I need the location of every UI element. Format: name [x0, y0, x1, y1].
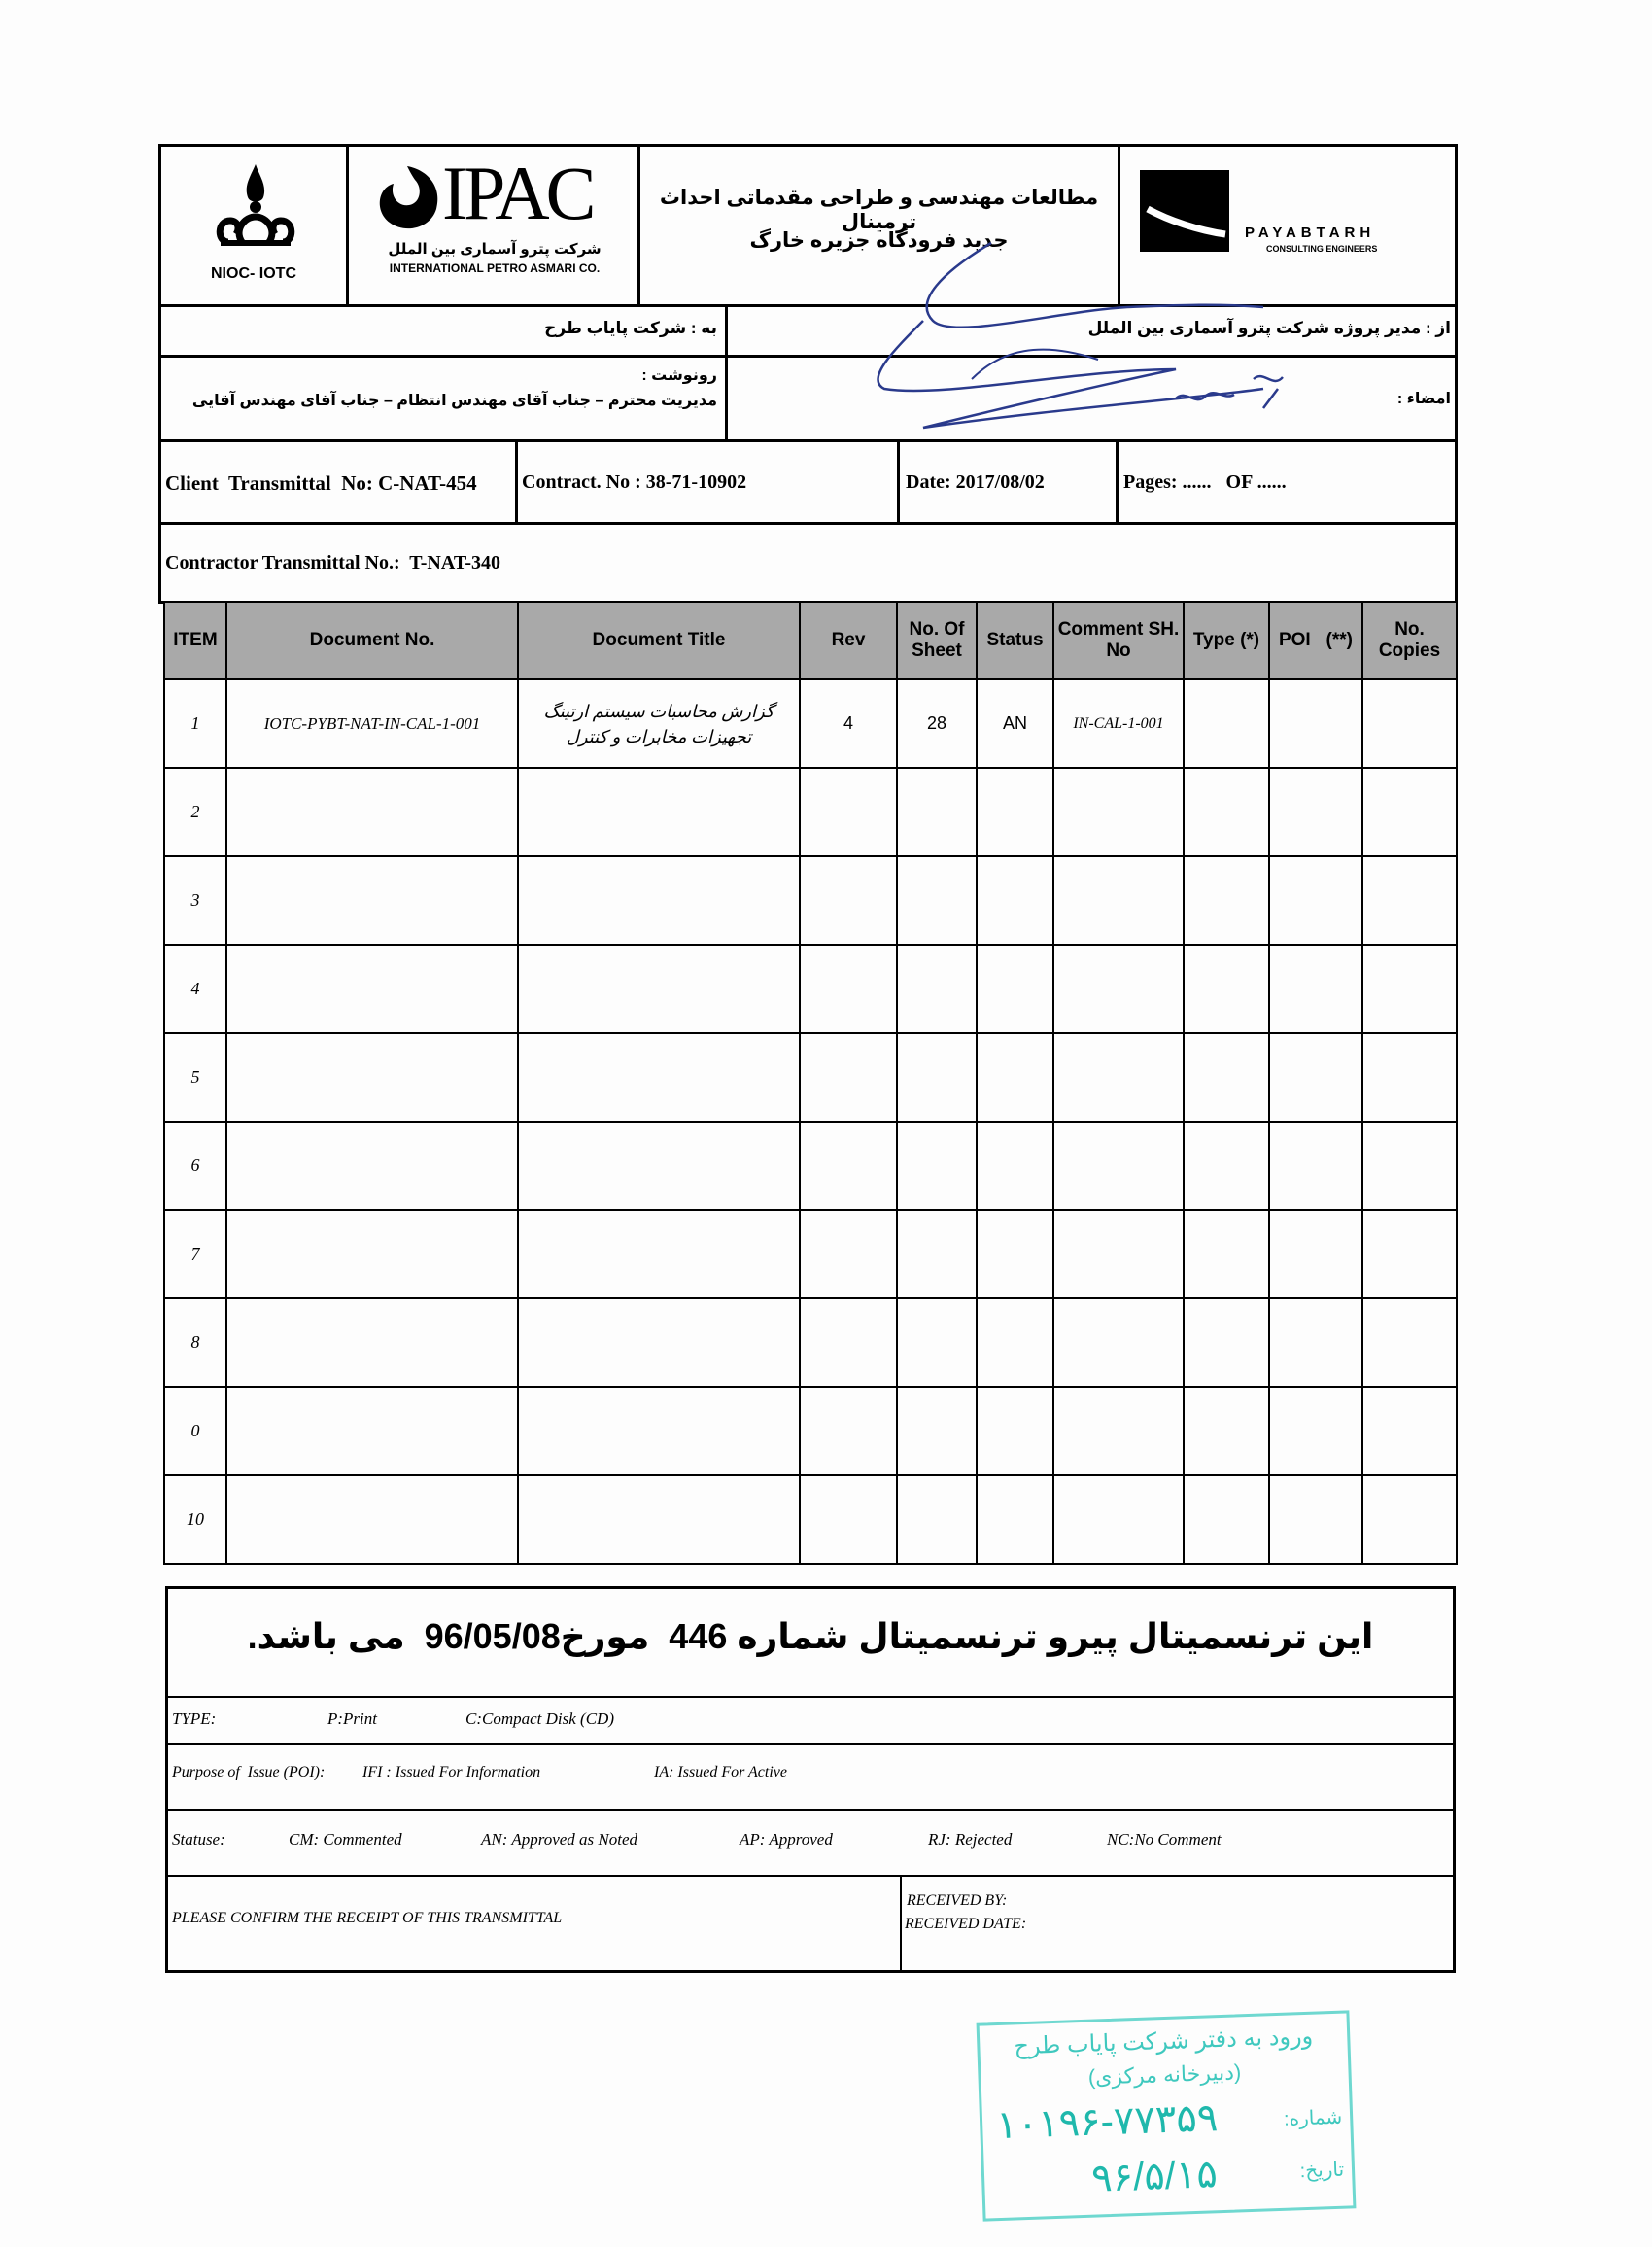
nioc-label: NIOC- IOTC: [211, 265, 296, 282]
poi-ia: IA: Issued For Active: [654, 1764, 787, 1780]
table-row: [164, 679, 1457, 768]
poi-label: Purpose of Issue (POI):: [172, 1764, 326, 1780]
table-row: [164, 1122, 1457, 1210]
stamp-number-label: شماره:: [1283, 2106, 1343, 2130]
row-document-title-line1: گزارش محاسبات سیستم ارتینگ: [543, 701, 774, 721]
col-header-no-of-sheet: No. Of Sheet: [897, 602, 977, 679]
row-rev: 4: [800, 679, 897, 768]
row-item: 1: [164, 679, 226, 768]
from-sender: از : مدیر پروژه شرکت پترو آسماری بین الملل: [1087, 319, 1451, 337]
contract-no: Contract. No : 38-71-10902: [522, 471, 747, 493]
table-row: [164, 856, 1457, 945]
row-copies: [1362, 679, 1457, 768]
row-item: 3: [164, 856, 226, 945]
handwritten-signature: [807, 233, 1409, 467]
col-header-type: Type (*): [1184, 602, 1269, 679]
ipac-drop-logo-icon: [370, 160, 444, 234]
contractor-transmittal-no: Contractor Transmittal No.: T-NAT-340: [165, 552, 500, 573]
received-date: RECEIVED DATE:: [905, 1916, 1027, 1932]
nioc-cell: [161, 147, 349, 304]
transmittal-meta-row: [158, 439, 1458, 525]
row-item: 10: [164, 1475, 226, 1564]
receipt-stamp: [977, 2010, 1357, 2221]
status-label: Statuse:: [172, 1830, 225, 1849]
col-header-document-no: Document No.: [226, 602, 518, 679]
row-item: 8: [164, 1298, 226, 1387]
table-row: [164, 945, 1457, 1033]
row-status: AN: [977, 679, 1053, 768]
status-commented: CM: Commented: [289, 1830, 402, 1849]
cc-recipients: مدیریت محترم – جناب آقای مهندس انتظام – جناب آقای مهندس آقایی: [191, 393, 717, 409]
project-title-line1: مطالعات مهندسی و طراحی مقدماتی احداث ترمینال: [659, 187, 1099, 233]
row-item: 7: [164, 1210, 226, 1298]
stamp-date-label: تاریخ:: [1299, 2159, 1345, 2183]
stamp-date: ۹۶/۵/۱۵: [1090, 2153, 1219, 2200]
table-header-row: [164, 602, 1457, 679]
payabtarh-subtitle: CONSULTING ENGINEERS: [1266, 244, 1378, 254]
row-comment-sh-no: IN-CAL-1-001: [1053, 679, 1184, 768]
stamp-number: ۱۰۱۹۶-۷۷۳۵۹: [995, 2096, 1220, 2148]
client-transmittal-cell: [161, 442, 518, 522]
stamp-department: (دبیرخانه مرکزی): [1087, 2059, 1242, 2090]
cc-cell: [161, 358, 728, 439]
ipac-logo-text: IPAC: [442, 151, 593, 235]
signature-label: امضاء :: [1396, 391, 1451, 407]
status-rejected: RJ: Rejected: [928, 1830, 1013, 1849]
cc-label: رونوشت :: [641, 367, 717, 384]
col-header-status: Status: [977, 602, 1053, 679]
document-table: [163, 601, 1458, 1565]
client-transmittal-no: Client Transmittal No: C-NAT-454: [165, 471, 477, 495]
ipac-english-name: INTERNATIONAL PETRO ASMARI CO.: [389, 261, 601, 275]
col-header-no-copies: No. Copies: [1362, 602, 1457, 679]
row-item: 6: [164, 1122, 226, 1210]
project-title-line2: جدید فرودگاه جزیره خارگ: [749, 229, 1009, 252]
col-header-comment-sh-no: Comment SH. No: [1053, 602, 1184, 679]
table-row: [164, 1033, 1457, 1122]
row-sheets: 28: [897, 679, 977, 768]
transmittal-date: Date: 2017/08/02: [906, 471, 1045, 493]
table-row: [164, 1387, 1457, 1475]
table-row: [164, 1210, 1457, 1298]
row-type: [1184, 679, 1269, 768]
col-header-poi: POI (**): [1269, 602, 1362, 679]
row-document-title: [518, 679, 800, 768]
status-approved: AP: Approved: [740, 1830, 833, 1849]
row-document-no: IOTC-PYBT-NAT-IN-CAL-1-001: [226, 679, 518, 768]
pages-count: Pages: ...... OF ......: [1123, 471, 1287, 493]
confirm-receipt-note: PLEASE CONFIRM THE RECEIPT OF THIS TRANSMITTAL: [172, 1910, 563, 1926]
col-header-rev: Rev: [800, 602, 897, 679]
status-approved-as-noted: AN: Approved as Noted: [481, 1830, 638, 1849]
ipac-cell: [349, 147, 640, 304]
ipac-persian-name: شرکت پترو آسماری بین الملل: [388, 241, 602, 258]
poi-ifi: IFI : Issued For Information: [362, 1764, 541, 1780]
reference-notice: این ترنسمیتال پیرو ترنسمیتال شماره 446 مورخ96/05/08 می باشد.: [247, 1616, 1374, 1656]
row-document-title-line2: تجهیزات مخابرات و کنترل: [566, 726, 752, 746]
type-label: TYPE:: [172, 1710, 217, 1728]
table-row: [164, 1475, 1457, 1564]
type-print: P:Print: [327, 1710, 377, 1728]
to-cell: [161, 307, 728, 355]
row-item: 0: [164, 1387, 226, 1475]
payabtarh-name: PAYABTARH: [1245, 225, 1376, 241]
contractor-transmittal-row: [158, 522, 1458, 604]
type-cd: C:Compact Disk (CD): [465, 1710, 614, 1728]
table-row: [164, 1298, 1457, 1387]
contract-cell: [518, 442, 900, 522]
date-cell: [900, 442, 1119, 522]
legend-block: [165, 1586, 1456, 1973]
col-header-document-title: Document Title: [518, 602, 800, 679]
to-recipient: به : شرکت پایاب طرح: [544, 319, 717, 337]
status-no-comment: NC:No Comment: [1107, 1830, 1222, 1849]
table-row: [164, 768, 1457, 856]
col-header-item: ITEM: [164, 602, 226, 679]
row-poi: [1269, 679, 1362, 768]
confirm-cell: [168, 1875, 902, 1973]
nioc-flame-logo-icon: [215, 156, 296, 249]
row-item: 4: [164, 945, 226, 1033]
row-item: 2: [164, 768, 226, 856]
row-item: 5: [164, 1033, 226, 1122]
received-by: RECEIVED BY:: [907, 1892, 1008, 1909]
stamp-office: ورود به دفتر شرکت پایاب طرح: [1014, 2022, 1314, 2060]
